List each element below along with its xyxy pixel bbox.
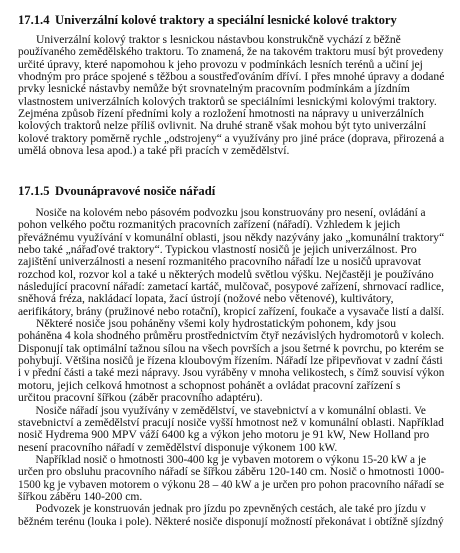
text-line: nebo také „nářaďové traktory“. Typickou vlastností nosičů je jejich univerzálnost. Pro	[18, 243, 417, 257]
text-line: používaného zemědělského traktoru. To znamená, že na takovém traktoru musí být provedeny	[18, 45, 444, 59]
text-line: Nosiče na kolovém nebo pásovém podvozku jsou konstruovány pro nesení, ovládání a	[35, 206, 426, 219]
text-line: 1500 kg je vybaven motorem o výkonu 28 – 40 kW a je určen pro pohon pracovního nářadí se	[18, 477, 445, 491]
text-line: i v přední části a také mezi nápravy. Jsou vyráběny v mnoha velikostech, s čímž souvisí výkon	[18, 366, 445, 380]
text-line: prvky lesnické nástavby nemůže být srovnatelným pracovním podmínkám a jízdním	[18, 82, 410, 96]
text-line: vhodným pro práce spojené s těžbou a soustřeďováním dříví. I přes mnohé úpravy a dodané	[18, 70, 445, 84]
text-line: určen pro obsluhu pracovního nářadí se šířkou záběru 120-140 cm. Nosič o hmotnosti 1000-	[18, 465, 445, 479]
section-title: Univerzální kolové traktory a speciální lesnické kolové traktory	[55, 13, 397, 27]
text-line: rozchod kol, rozvor kol a také u některých modelů světlou výšku. Nejčastěji je používáno	[18, 267, 434, 281]
text-line: převážnému využívání v komunální oblasti, jsou někdy nazývány jako „komunální traktory“	[18, 230, 445, 244]
text-line: kolové traktory poměrně rychle „odstrojeny“ a využívány pro jiné práce (doprava, přirozená a	[18, 131, 445, 145]
text-line: určitou pracovní šířkou (záběr pracovního adaptéru).	[18, 391, 263, 405]
text-line: určité úpravy, které napomohou k jeho provozu v podmínkách lesních terénů a učiní jej	[18, 57, 423, 71]
text-line: pohybují. Většina nosičů je řízena kloubovým řízením. Nářadí lze připevňovat v zadní části	[18, 354, 443, 368]
text-line: sněhová fréza, nakládací lopata, žací ústrojí (nožové nebo větenové), kultivátory,	[18, 292, 394, 306]
text-line: následující pracovní nářadí: zametací kartáč, mulčovač, posypové zařízení, shrnovací radlice,	[18, 280, 444, 294]
section-number: 17.1.4	[18, 13, 50, 27]
text-line: nosič Hydrema 900 MPV váží 6400 kg a výkon jeho motoru je 91 kW, New Holland pro	[18, 428, 430, 442]
text-line: umělá obnova lesa apod.) a také při pracích v zemědělství.	[18, 144, 290, 158]
text-line: Univerzální kolový traktor s lesnickou nástavbou konstrukčně vychází z běžně	[36, 33, 401, 46]
text-line: Například nosič o hmotnosti 300-400 kg je vybaven motorem o výkonu 15-20 kW a je	[35, 452, 426, 466]
text-line: poháněna 4 kola shodného průměru prostřednictvím čtyř nezávislých hydromotorů v kolech.	[18, 329, 445, 343]
section-number: 17.1.5	[18, 184, 50, 198]
text-line: vlastnostem univerzálních kolových traktorů se speciálními lesnickými kolovými traktory.	[18, 94, 437, 108]
text-line: Některé nosiče jsou poháněny všemi koly hydrostatickým pohonem, kdy jsou	[36, 317, 396, 331]
text-line: zajištění univerzálnosti a nesení rozmanitého pracovního nářadí lze u nosičů upravovat	[18, 255, 422, 269]
text-line: šířkou záběru 140-200 cm.	[18, 489, 143, 503]
section-title: Dvounápravové nosiče nářadí	[55, 184, 216, 198]
text-line: stavebnictví a zemědělství pracují nosiče vyšší hmotnost než v komunální oblasti. Například	[18, 415, 444, 429]
text-line: nesení pracovního nářadí v zemědělství disponuje výkonem 100 kW.	[18, 440, 338, 454]
text-line: pohon velkého počtu rozmanitých pracovních zařízení (nářadí). Vzhledem k jejich	[18, 218, 401, 232]
section-heading-17-1-4	[18, 12, 397, 28]
text-line: Nosiče nářadí jsou využívány v zemědělství, ve stavebnictví a v komunální oblasti. Ve	[35, 403, 426, 417]
section-body-17-1-5	[18, 207, 444, 528]
section-heading-17-1-5	[18, 183, 215, 199]
text-line: Podvozek je konstruován jednak pro jízdu po zpevněných cestách, ale také pro jízdu v	[35, 502, 426, 516]
text-line: Disponují tak optimální tažnou sílou na všech površích a jsou šetrné k povrchu, po kterém se	[18, 341, 444, 355]
text-line: Zejména způsob řízení předními koly a rozložení hmotnosti na nápravy u univerzálních	[18, 107, 424, 121]
text-line: kolových traktorů nelze příliš ovlivnit. Na druhé straně však mohou být tyto univerzální	[18, 119, 426, 133]
section-body-17-1-4	[18, 34, 444, 157]
text-line: motoru, jejich celková hmotnost a schopnost pohánět a ovládat pracovní zařízení s	[18, 378, 401, 392]
text-line: běžném terénu (louka i pole). Některé nosiče disponují možností překonávat i obtížně sjízdný	[18, 514, 444, 528]
text-line: aerifikátory, brány (pružinové nebo rotační), kropicí zařízení, foukače a vysavače listí a další.	[18, 304, 445, 318]
